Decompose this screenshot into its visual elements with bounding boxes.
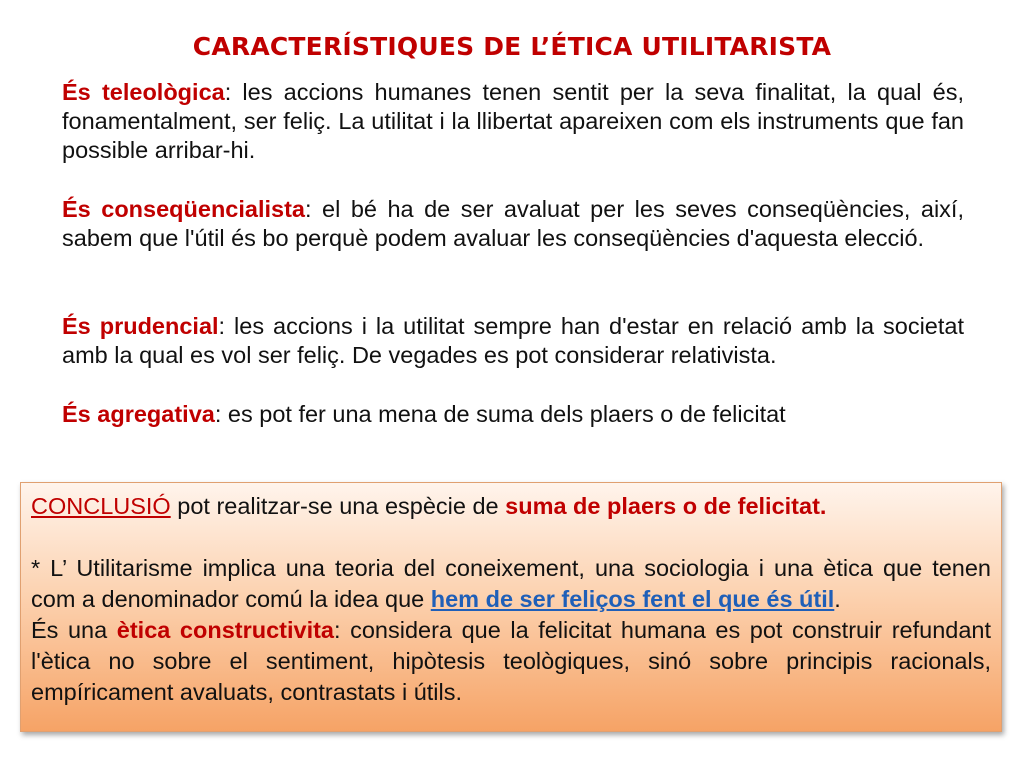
conclusion-highlight: suma de plaers o de felicitat.	[505, 493, 827, 519]
spacer	[31, 522, 991, 553]
conclusion-text: pot realitzar-se una espècie de	[170, 493, 506, 519]
ethic-text: : considera que la felicitat humana es pot construir refundant l'ètica no sobre el sentiment, hipòtesis teològiques, sinó sobre principis racionals, empíricament avaluats, contrastats i útils.	[31, 617, 992, 705]
note-link[interactable]: hem de ser feliços fent el que és útil	[430, 586, 835, 612]
conclusion-line	[31, 491, 991, 522]
conclusion-box	[20, 482, 1002, 732]
ethic-prefix: És una	[31, 617, 117, 643]
text-consequencialista: : el bé ha de ser avaluat per les seves conseqüències, així, sabem que l'útil és bo perquè podem avaluar les conseqüències d'aquesta elecció.	[62, 196, 964, 251]
characteristics-list	[62, 78, 964, 429]
characteristic-agregativa	[62, 400, 964, 429]
characteristic-teleologica	[62, 78, 964, 165]
ethic-term: ètica constructivita	[116, 617, 335, 643]
term-consequencialista: És conseqüencialista	[62, 196, 305, 222]
text-teleologica: : les accions humanes tenen sentit per la seva finalitat, la qual és, fonamentalment, ser feliç. La utilitat i la llibertat apareixen com els instruments que fan possible arribar-hi.	[62, 79, 964, 163]
text-agregativa: : es pot fer una mena de suma dels plaers o de felicitat	[214, 401, 786, 427]
utilitarianism-note	[31, 553, 991, 615]
constructivist-ethic	[31, 615, 991, 708]
slide-title: CARACTERÍSTIQUES DE L’ÉTICA UTILITARISTA	[192, 32, 832, 61]
text-prudencial: : les accions i la utilitat sempre han d'estar en relació amb la societat amb la qual es vol ser feliç. De vegades es pot considerar relativista.	[62, 313, 964, 368]
term-prudencial: És prudencial	[62, 313, 219, 339]
conclusion-label: CONCLUSIÓ	[31, 493, 171, 519]
term-agregativa: És agregativa	[62, 401, 215, 427]
note-end: .	[834, 586, 841, 612]
note-text: * L’ Utilitarisme implica una teoria del coneixement, una sociologia i una ètica que tenen com a denominador comú la idea que	[31, 555, 991, 612]
characteristic-consequencialista	[62, 195, 964, 282]
characteristic-prudencial	[62, 312, 964, 370]
term-teleologica: És teleològica	[62, 79, 225, 105]
